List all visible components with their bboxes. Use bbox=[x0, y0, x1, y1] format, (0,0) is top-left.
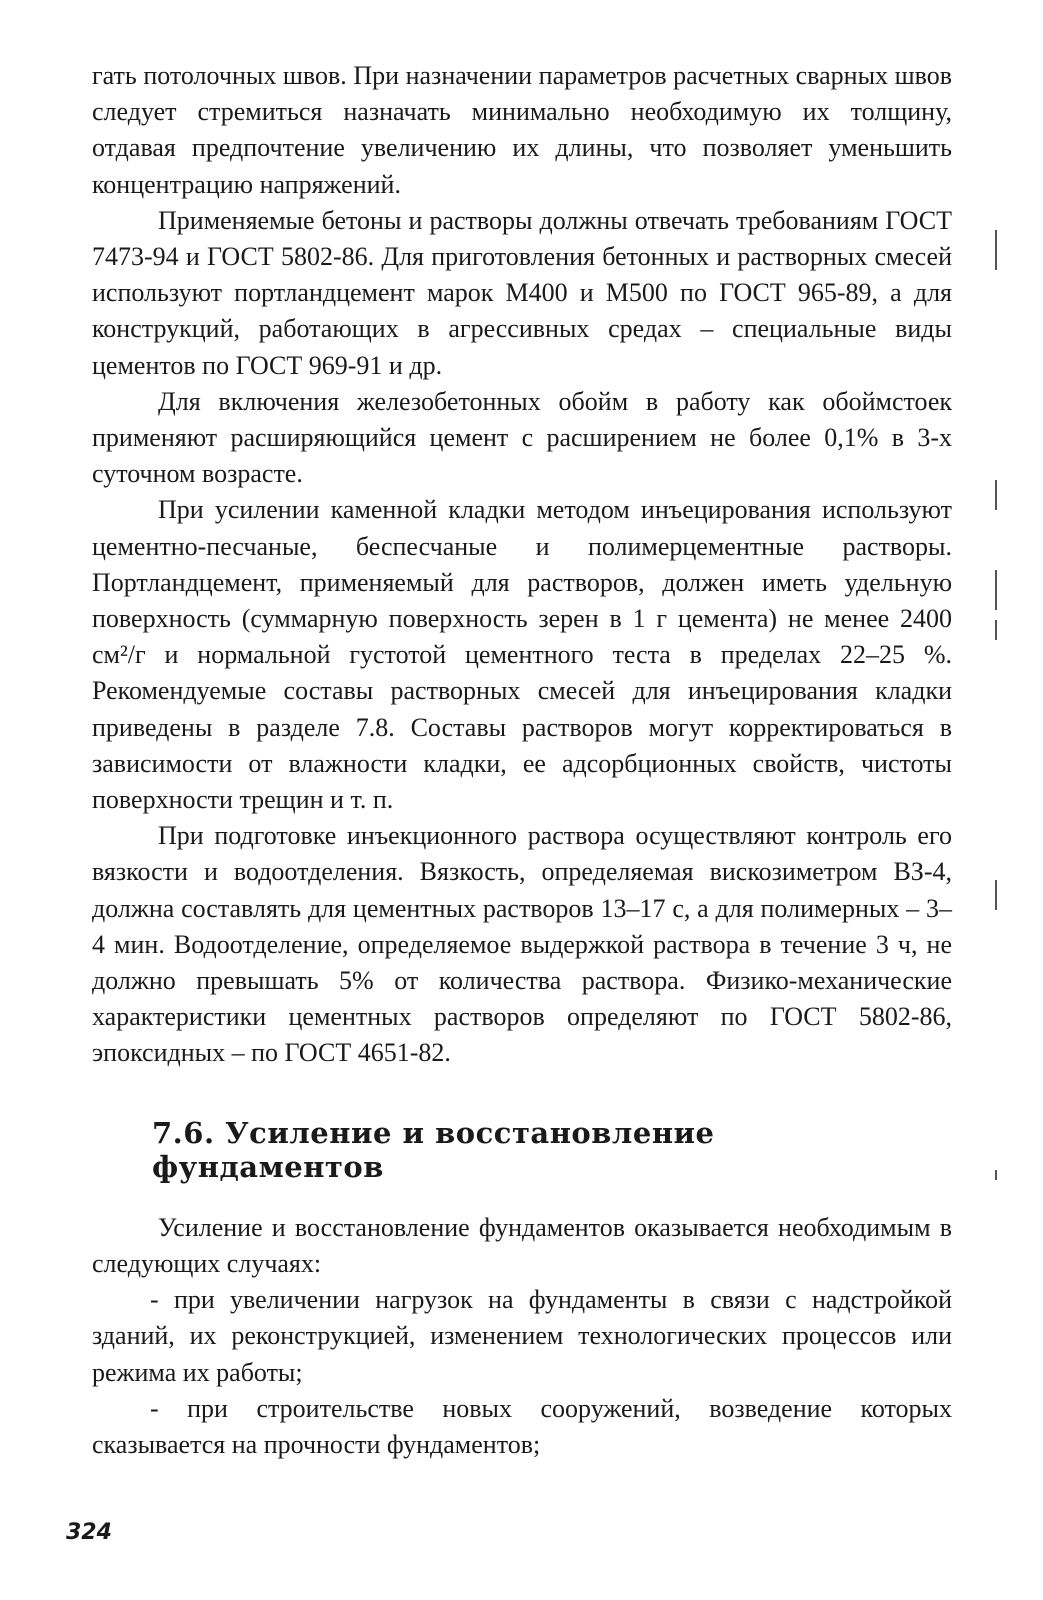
list-item: - при увеличении нагрузок на фундаменты в связи с надстройкой зданий, их реконструкцией, изменением технологических процессов или режима их работы; bbox=[92, 1285, 952, 1387]
section-heading: 7.6. Усиление и восстановление фундаментов bbox=[152, 1115, 715, 1184]
paragraph-concrete-requirements: Применяемые бетоны и растворы должны отвечать требованиям ГОСТ 7473-94 и ГОСТ 5802-86. Для приготовления бетонных и растворных смесей используют портландцемент марок М400 и М500 по ГОСТ 965-89, а для конструкций, работающих в агрессивных средах – специальные виды цементов по ГОСТ 969-91 и др. bbox=[92, 205, 952, 380]
paragraph-expanding-cement: Для включения железобетонных обойм в работу как обоймстоек применяют расширяющийся цемент с расширением не более 0,1% в 3-х суточном возрасте. bbox=[92, 386, 952, 489]
paragraph-viscosity-control: При подготовке инъекционного раствора осуществляют контроль его вязкости и водоотделения. Вязкость, определяемая вискозиметром ВЗ-4, должна составлять для цементных растворов 13–17 с, а для полимерных – 3–4 мин. Водоотделение, определяемое выдержкой раствора в течение 3 ч, не должно превышать 5% от количества раствора. Физико-механические характеристики цементных растворов определяют по ГОСТ 5802-86, эпоксидных – по ГОСТ 4651-82. bbox=[92, 821, 952, 1068]
page-body bbox=[92, 58, 952, 1463]
paragraph-continuation: гать потолочных швов. При назначении параметров расчетных сварных швов следует стремиться назначать минимально необходимую их толщину, отдавая предпочтение увеличению их длины, что позволяет уменьшить концентрацию напряжений. bbox=[92, 61, 952, 199]
paragraph-foundation-intro: Усиление и восстановление фундаментов оказывается необходимым в следующих случаях: bbox=[92, 1212, 952, 1278]
scan-margin-marks bbox=[995, 180, 1005, 1180]
paragraph-injection-mortars: При усилении каменной кладки методом инъецирования используют цементно-песчаные, беспесчаные и полимерцементные растворы. Портландцемент, применяемый для растворов, должен иметь удельную поверхность (суммарную поверхность зерен в 1 г цемента) не менее 2400 см²/г и нормальной густотой цементного теста в пределах 22–25 %. Рекомендуемые составы растворных смесей для инъецирования кладки приведены в разделе 7.8. Составы растворов могут корректироваться в зависимости от влажности кладки, ее адсорбционных свойств, чистоты поверхности трещин и т. п. bbox=[92, 495, 952, 815]
list-item: - при строительстве новых сооружений, возведение которых сказывается на прочности фундаментов; bbox=[92, 1393, 952, 1459]
page-number: 324 bbox=[66, 1520, 112, 1545]
